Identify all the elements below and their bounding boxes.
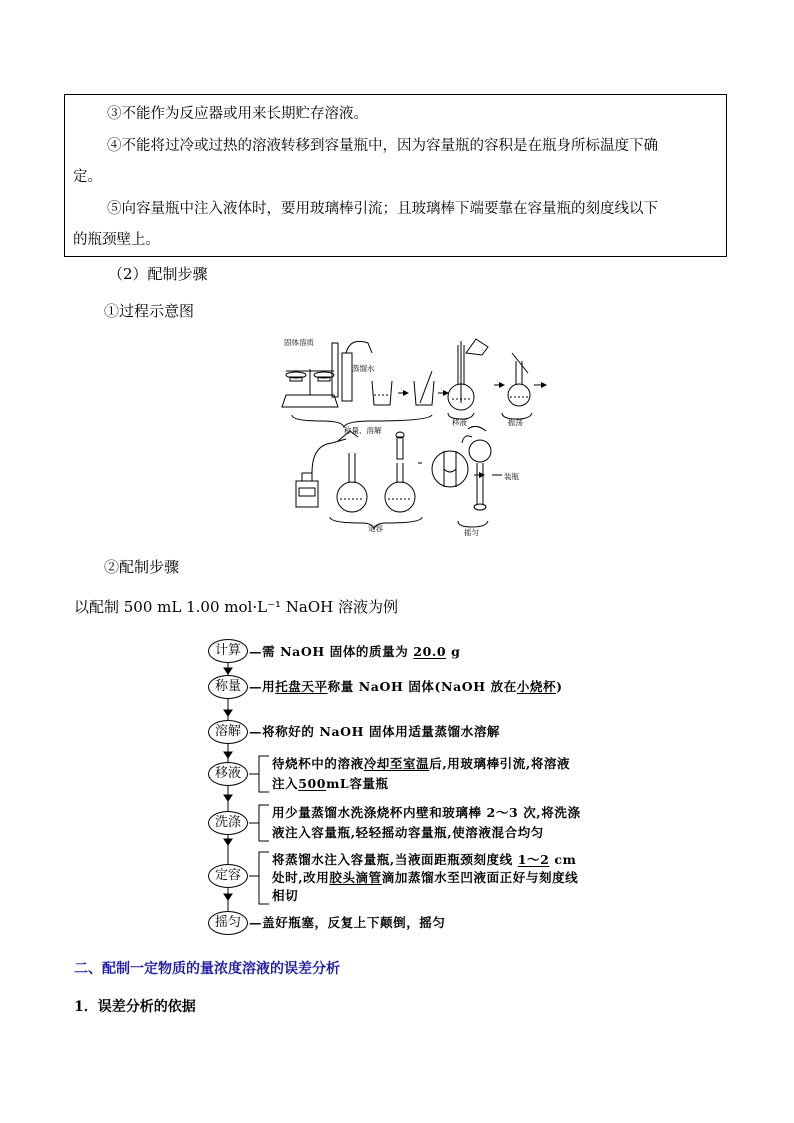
flow-node-constant-volume: 定容 — [208, 864, 248, 888]
label-distilled-water: 蒸馏水 — [352, 364, 375, 373]
beaker-icon — [372, 381, 392, 405]
flow-text-wash-1 — [272, 803, 581, 823]
flow-text-segment: 相切 — [272, 888, 299, 903]
flow-node-shake: 摇匀 — [208, 911, 248, 935]
steps-heading: （2）配制步骤 — [108, 265, 208, 283]
flow-text-wash-2 — [272, 823, 544, 843]
flow-text-transfer-1 — [272, 754, 570, 774]
flow-text-weigh — [249, 677, 563, 697]
flow-node-weigh: 称量 — [208, 675, 248, 699]
flow-text-segment: —将称好的 NaOH 固体用适量蒸馏水溶解 — [249, 724, 501, 739]
reagent-bottle-icon — [296, 473, 318, 507]
label-transfer: 移液 — [452, 418, 467, 427]
flow-text-segment: —需 NaOH 固体的质量为 — [249, 644, 414, 659]
note-item-3: ③不能作为反应器或用来长期贮存溶液。 — [107, 106, 368, 122]
flow-text-constant-volume-3 — [272, 886, 298, 906]
flow-text-segment: 称量 NaOH 固体(NaOH 放在 — [327, 679, 517, 694]
flow-node-calculate: 计算 — [208, 639, 248, 663]
flow-brace-constant-volume — [249, 850, 271, 906]
flow-text-segment: g — [446, 644, 461, 659]
process-diagram-title: ①过程示意图 — [104, 302, 195, 320]
subheading-error-basis: 1．误差分析的依据 — [74, 999, 196, 1015]
flow-node-dissolve: 溶解 — [208, 720, 248, 744]
flow-brace-transfer — [249, 754, 271, 794]
flow-text-dissolve — [249, 722, 500, 742]
example-text: 以配制 500 mL 1.00 mol·L⁻¹ NaOH 溶液为例 — [74, 598, 398, 616]
flow-text-segment: 用少量蒸馏水洗涤烧杯内壁和玻璃棒 2～3 次,将洗涤 — [272, 805, 581, 820]
label-constant-volume: 定容 — [368, 524, 383, 533]
flow-text-segment: 后,用玻璃棒引流,将溶液 — [429, 756, 571, 771]
flow-text-segment: cm — [549, 852, 577, 867]
answer-underline: 1～2 — [517, 852, 550, 867]
flow-text-calculate — [249, 642, 460, 662]
shaking-flask-icon — [508, 353, 530, 406]
steps-title: ②配制步骤 — [104, 558, 180, 576]
note-item-5-line2: 的瓶颈壁上。 — [73, 232, 160, 248]
answer-underline: 冷却至室温 — [363, 756, 430, 771]
label-weigh-dissolve: 称量、溶解 — [344, 426, 382, 435]
label-shake: 摇匀 — [464, 528, 479, 537]
flow-node-transfer: 移液 — [208, 762, 248, 786]
flow-text-segment: 液注入容量瓶,轻轻摇动容量瓶,使溶液混合均匀 — [272, 825, 544, 840]
label-wash: 振荡 — [508, 418, 523, 427]
note-item-5-line1: ⑤向容量瓶中注入液体时，要用玻璃棒引流；且玻璃棒下端要靠在容量瓶的刻度线以下 — [107, 201, 658, 217]
label-bottling: 装瓶 — [504, 472, 519, 481]
flow-text-segment: 注入 — [272, 776, 299, 791]
note-item-4-line2: 定。 — [73, 169, 102, 185]
flow-text-segment: 滴加蒸馏水至凹液面正好与刻度线 — [381, 870, 579, 885]
flow-text-transfer-2 — [272, 774, 389, 794]
volumetric-flask-icon — [448, 339, 488, 410]
balance-icon — [282, 369, 338, 407]
flow-text-constant-volume-1 — [272, 850, 576, 870]
flow-brace-wash — [249, 803, 271, 843]
flask-fill-icon — [312, 431, 367, 512]
answer-underline: 500 — [298, 776, 327, 791]
inverted-flask-icon — [462, 426, 491, 510]
flow-text-segment: ) — [556, 679, 563, 694]
process-diagram — [272, 333, 552, 538]
notes-box — [64, 94, 727, 257]
flow-text-constant-volume-2 — [272, 868, 578, 888]
flow-text-segment: mL容量瓶 — [326, 776, 389, 791]
flow-text-shake — [249, 913, 446, 933]
answer-underline: 胶头滴管 — [329, 870, 382, 885]
answer-underline: 托盘天平 — [275, 679, 328, 694]
note-item-4-line1: ④不能将过冷或过热的溶液转移到容量瓶中，因为容量瓶的容积是在瓶身所标温度下确 — [107, 138, 658, 154]
meniscus-magnifier-icon — [432, 451, 468, 487]
label-solid-solute: 固体溶质 — [284, 338, 314, 347]
beaker-stir-icon — [414, 371, 434, 405]
flow-text-segment: 处时,改用 — [272, 870, 330, 885]
section-heading-error-analysis: 二、配制一定物质的量浓度溶液的误差分析 — [74, 961, 340, 977]
flow-text-segment: 待烧杯中的溶液 — [272, 756, 364, 771]
dropper-flask-icon — [385, 432, 415, 512]
flow-node-wash: 洗涤 — [208, 811, 248, 835]
answer-underline: 小烧杯 — [516, 679, 557, 694]
answer-underline: 20.0 — [413, 644, 447, 659]
flow-text-segment: —盖好瓶塞，反复上下颠倒，摇匀 — [249, 915, 446, 930]
flow-text-segment: —用 — [249, 679, 276, 694]
flow-text-segment: 将蒸馏水注入容量瓶,当液面距瓶颈刻度线 — [272, 852, 518, 867]
